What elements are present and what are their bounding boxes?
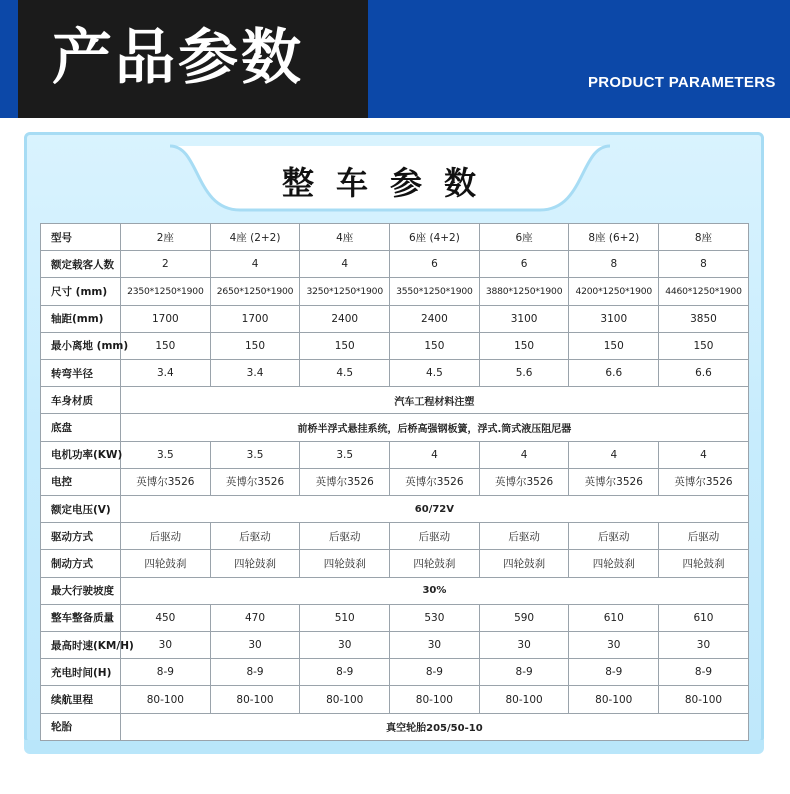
table-cell: 2650*1250*1900 [210, 278, 300, 305]
row-label: 车身材质 [41, 387, 121, 414]
table-cell: 150 [479, 332, 569, 359]
table-cell: 30 [210, 632, 300, 659]
table-cell: 4 [479, 441, 569, 468]
table-cell: 3880*1250*1900 [479, 278, 569, 305]
table-row [41, 713, 749, 740]
table-cell: 四轮鼓刹 [569, 550, 659, 577]
row-label: 最高时速(KM/H) [41, 632, 121, 659]
table-row [41, 251, 749, 278]
table-row [41, 686, 749, 713]
table-title: 整车参数 [281, 164, 498, 202]
table-cell: 3250*1250*1900 [300, 278, 390, 305]
row-label: 最大行驶坡度 [41, 577, 121, 604]
table-cell: 四轮鼓刹 [479, 550, 569, 577]
table-cell: 4座 (2+2) [210, 224, 300, 251]
table-cell: 8-9 [121, 659, 211, 686]
table-cell: 英博尔3526 [569, 468, 659, 495]
table-cell: 3.4 [210, 360, 300, 387]
table-cell: 2350*1250*1900 [121, 278, 211, 305]
table-cell: 30 [121, 632, 211, 659]
table-cell: 2 [121, 251, 211, 278]
table-cell-merged: 60/72V [121, 496, 749, 523]
table-cell: 4.5 [300, 360, 390, 387]
table-cell: 3.5 [121, 441, 211, 468]
table-cell: 英博尔3526 [659, 468, 749, 495]
spec-table-body [41, 224, 749, 741]
table-cell: 6 [479, 251, 569, 278]
table-cell: 450 [121, 604, 211, 631]
table-cell: 3550*1250*1900 [390, 278, 480, 305]
table-cell: 530 [390, 604, 480, 631]
table-cell: 610 [569, 604, 659, 631]
table-row [41, 305, 749, 332]
table-cell: 6 [390, 251, 480, 278]
table-cell: 150 [121, 332, 211, 359]
table-cell: 80-100 [210, 686, 300, 713]
table-cell: 150 [390, 332, 480, 359]
title-box [18, 0, 368, 118]
page-title: 产品参数 [52, 23, 304, 93]
table-cell: 590 [479, 604, 569, 631]
table-row [41, 550, 749, 577]
row-label: 电机功率(KW) [41, 441, 121, 468]
table-cell: 4200*1250*1900 [569, 278, 659, 305]
table-row [41, 632, 749, 659]
row-label: 转弯半径 [41, 360, 121, 387]
table-cell: 8-9 [300, 659, 390, 686]
table-cell: 英博尔3526 [479, 468, 569, 495]
row-label: 额定电压(V) [41, 496, 121, 523]
table-cell: 80-100 [659, 686, 749, 713]
table-cell: 四轮鼓刹 [659, 550, 749, 577]
table-cell: 4460*1250*1900 [659, 278, 749, 305]
table-row [41, 523, 749, 550]
table-cell: 后驱动 [569, 523, 659, 550]
table-cell: 80-100 [121, 686, 211, 713]
table-cell: 后驱动 [390, 523, 480, 550]
table-cell: 5.6 [479, 360, 569, 387]
table-cell: 470 [210, 604, 300, 631]
table-cell: 80-100 [569, 686, 659, 713]
table-cell-merged: 真空轮胎205/50-10 [121, 713, 749, 740]
table-row [41, 414, 749, 441]
row-label: 电控 [41, 468, 121, 495]
row-label: 驱动方式 [41, 523, 121, 550]
table-row [41, 577, 749, 604]
row-label: 制动方式 [41, 550, 121, 577]
table-cell: 150 [569, 332, 659, 359]
table-cell: 8座 (6+2) [569, 224, 659, 251]
table-cell: 80-100 [300, 686, 390, 713]
row-label: 尺寸 (mm) [41, 278, 121, 305]
table-cell: 80-100 [390, 686, 480, 713]
table-cell: 后驱动 [659, 523, 749, 550]
table-cell: 6.6 [659, 360, 749, 387]
table-cell: 1700 [121, 305, 211, 332]
table-cell: 3.4 [121, 360, 211, 387]
page-subtitle: PRODUCT PARAMETERS [588, 74, 776, 91]
table-cell: 8-9 [479, 659, 569, 686]
spec-board-bottom-edge [24, 740, 764, 754]
table-row [41, 496, 749, 523]
table-cell: 后驱动 [300, 523, 390, 550]
table-cell: 150 [210, 332, 300, 359]
table-cell: 4.5 [390, 360, 480, 387]
table-cell: 8-9 [210, 659, 300, 686]
table-row [41, 604, 749, 631]
table-row [41, 659, 749, 686]
table-row [41, 278, 749, 305]
table-row [41, 360, 749, 387]
table-row [41, 468, 749, 495]
table-cell: 3.5 [210, 441, 300, 468]
table-cell: 4座 [300, 224, 390, 251]
table-cell: 2400 [300, 305, 390, 332]
table-cell: 4 [300, 251, 390, 278]
table-cell-merged: 前桥半浮式悬挂系统，后桥高强钢板簧，浮式.筒式液压阻尼器 [121, 414, 749, 441]
table-cell: 四轮鼓刹 [390, 550, 480, 577]
table-cell: 四轮鼓刹 [121, 550, 211, 577]
table-cell-merged: 汽车工程材料注塑 [121, 387, 749, 414]
table-cell: 8-9 [569, 659, 659, 686]
table-cell: 8座 [659, 224, 749, 251]
table-cell: 4 [390, 441, 480, 468]
table-cell: 610 [659, 604, 749, 631]
table-row [41, 387, 749, 414]
table-cell: 英博尔3526 [390, 468, 480, 495]
table-cell: 8-9 [659, 659, 749, 686]
row-label: 底盘 [41, 414, 121, 441]
table-row [41, 332, 749, 359]
table-cell: 6座 [479, 224, 569, 251]
table-cell: 8 [569, 251, 659, 278]
table-row [41, 224, 749, 251]
table-cell: 6座 (4+2) [390, 224, 480, 251]
table-cell: 英博尔3526 [121, 468, 211, 495]
table-cell: 2座 [121, 224, 211, 251]
table-row [41, 441, 749, 468]
table-cell: 30 [300, 632, 390, 659]
table-cell: 2400 [390, 305, 480, 332]
table-cell: 30 [659, 632, 749, 659]
table-cell: 8 [659, 251, 749, 278]
table-cell: 4 [569, 441, 659, 468]
row-label: 整车整备质量 [41, 604, 121, 631]
table-cell: 后驱动 [121, 523, 211, 550]
table-cell: 四轮鼓刹 [210, 550, 300, 577]
table-cell: 510 [300, 604, 390, 631]
table-cell: 四轮鼓刹 [300, 550, 390, 577]
table-cell: 后驱动 [479, 523, 569, 550]
row-label: 型号 [41, 224, 121, 251]
row-label: 额定载客人数 [41, 251, 121, 278]
table-cell: 150 [300, 332, 390, 359]
row-label: 轴距(mm) [41, 305, 121, 332]
table-cell: 8-9 [390, 659, 480, 686]
table-cell: 后驱动 [210, 523, 300, 550]
table-cell: 4 [210, 251, 300, 278]
table-cell: 英博尔3526 [210, 468, 300, 495]
table-cell: 英博尔3526 [300, 468, 390, 495]
row-label: 轮胎 [41, 713, 121, 740]
table-cell: 30 [390, 632, 480, 659]
row-label: 最小离地 (mm) [41, 332, 121, 359]
row-label: 充电时间(H) [41, 659, 121, 686]
table-cell: 3100 [479, 305, 569, 332]
table-cell-merged: 30% [121, 577, 749, 604]
table-cell: 150 [659, 332, 749, 359]
table-cell: 30 [569, 632, 659, 659]
row-label: 续航里程 [41, 686, 121, 713]
table-cell: 1700 [210, 305, 300, 332]
table-cell: 3850 [659, 305, 749, 332]
table-cell: 80-100 [479, 686, 569, 713]
table-cell: 4 [659, 441, 749, 468]
table-cell: 3.5 [300, 441, 390, 468]
spec-table [40, 223, 749, 741]
table-cell: 30 [479, 632, 569, 659]
table-cell: 6.6 [569, 360, 659, 387]
table-cell: 3100 [569, 305, 659, 332]
